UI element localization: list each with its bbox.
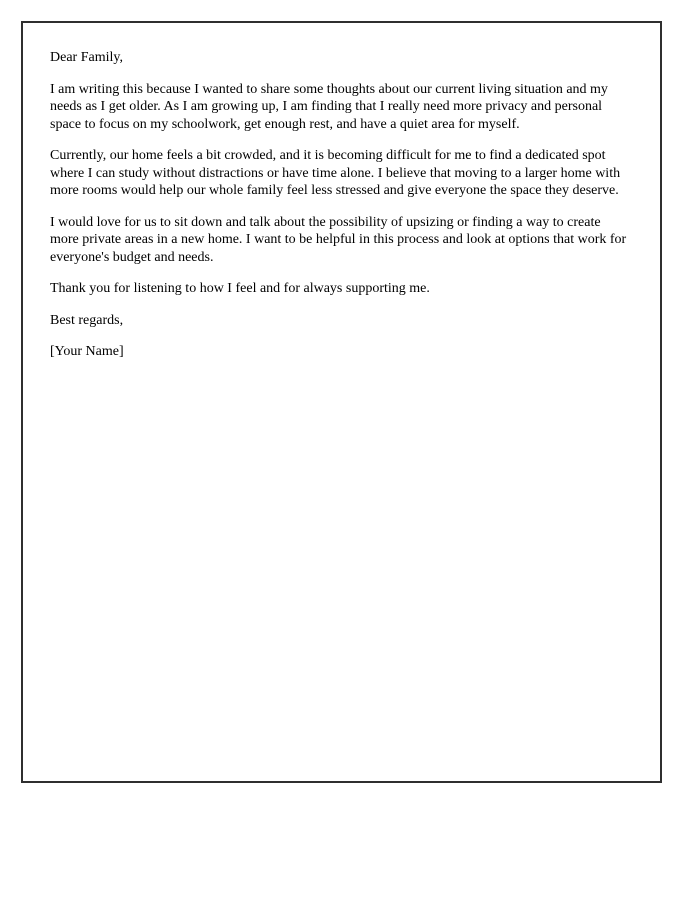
paragraph-crowded-home: Currently, our home feels a bit crowded, and it is becoming difficult for me to find a dedicated spot where I can study without distractions or have time alone. I believe that moving to a larger home with more rooms would help our whole family feel less stressed and give everyone the space they deserve. bbox=[50, 148, 621, 198]
closing: Best regards, bbox=[50, 312, 124, 328]
signature-placeholder: [Your Name] bbox=[50, 344, 124, 359]
salutation: Dear Family, bbox=[50, 50, 123, 65]
paragraph-thanks: Thank you for listening to how I feel and for always supporting me. bbox=[50, 281, 430, 296]
paragraph-upsizing-request: I would love for us to sit down and talk about the possibility of upsizing or finding a way to create more private areas in a new home. I want to be helpful in this process and look at options that work for everyone's budget and needs. bbox=[50, 214, 627, 265]
letter-page bbox=[21, 21, 662, 783]
paragraph-intro-living-situation: I am writing this because I wanted to share some thoughts about our current living situation and my needs as I get older. As I am growing up, I am finding that I really need more privacy and personal space to focus on my schoolwork, get enough rest, and have a quiet area for myself. bbox=[50, 81, 608, 132]
